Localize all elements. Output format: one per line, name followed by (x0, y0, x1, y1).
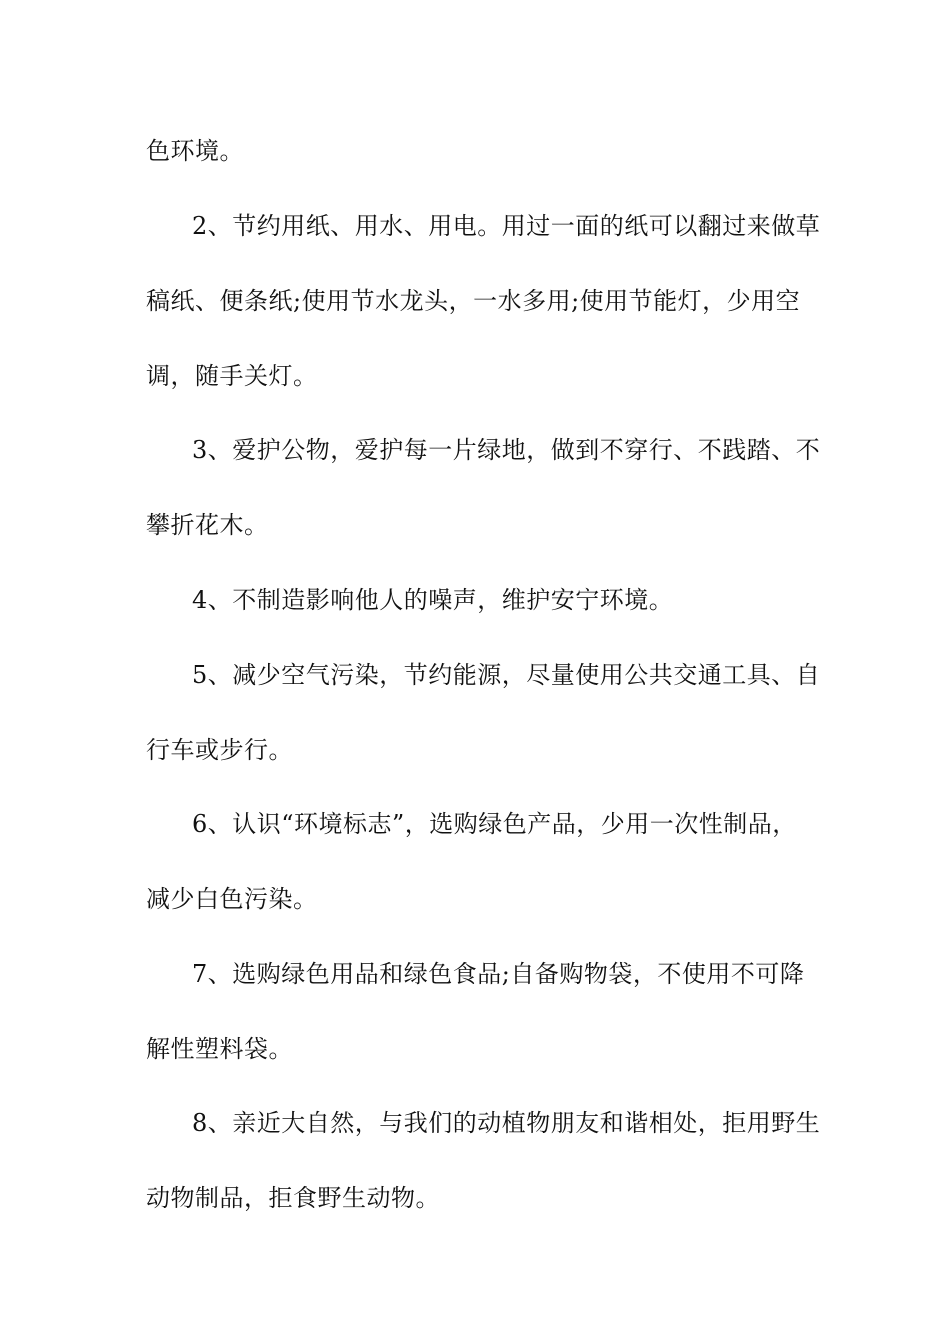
list-item-5-line-2: 行车或步行。 (146, 736, 293, 764)
list-item-6-line-2: 减少白色污染。 (146, 885, 318, 913)
list-item-7-line-2: 解性塑料袋。 (146, 1035, 293, 1063)
list-item-2-line-3: 调，随手关灯。 (146, 362, 318, 390)
list-item-6-line-1: 6、认识“环境标志”，选购绿色产品，少用一次性制品， (192, 810, 797, 838)
list-item-3-line-1: 3、爱护公物，爱护每一片绿地，做到不穿行、不践踏、不 (192, 436, 821, 464)
list-item-3-line-2: 攀折花木。 (146, 511, 269, 539)
list-item-5-line-1: 5、减少空气污染，节约能源，尽量使用公共交通工具、自 (192, 661, 821, 689)
list-item-7-line-1: 7、选购绿色用品和绿色食品;自备购物袋，不使用不可降 (192, 960, 805, 988)
list-item-4-line-1: 4、不制造影响他人的噪声，维护安宁环境。 (192, 586, 674, 614)
list-item-8-line-2: 动物制品，拒食野生动物。 (146, 1184, 440, 1212)
list-item-2-line-1: 2、节约用纸、用水、用电。用过一面的纸可以翻过来做草 (192, 212, 821, 240)
text-line: 色环境。 (146, 137, 244, 165)
list-item-8-line-1: 8、亲近大自然，与我们的动植物朋友和谐相处，拒用野生 (192, 1109, 821, 1137)
list-item-2-line-2: 稿纸、便条纸;使用节水龙头，一水多用;使用节能灯，少用空 (146, 287, 801, 315)
